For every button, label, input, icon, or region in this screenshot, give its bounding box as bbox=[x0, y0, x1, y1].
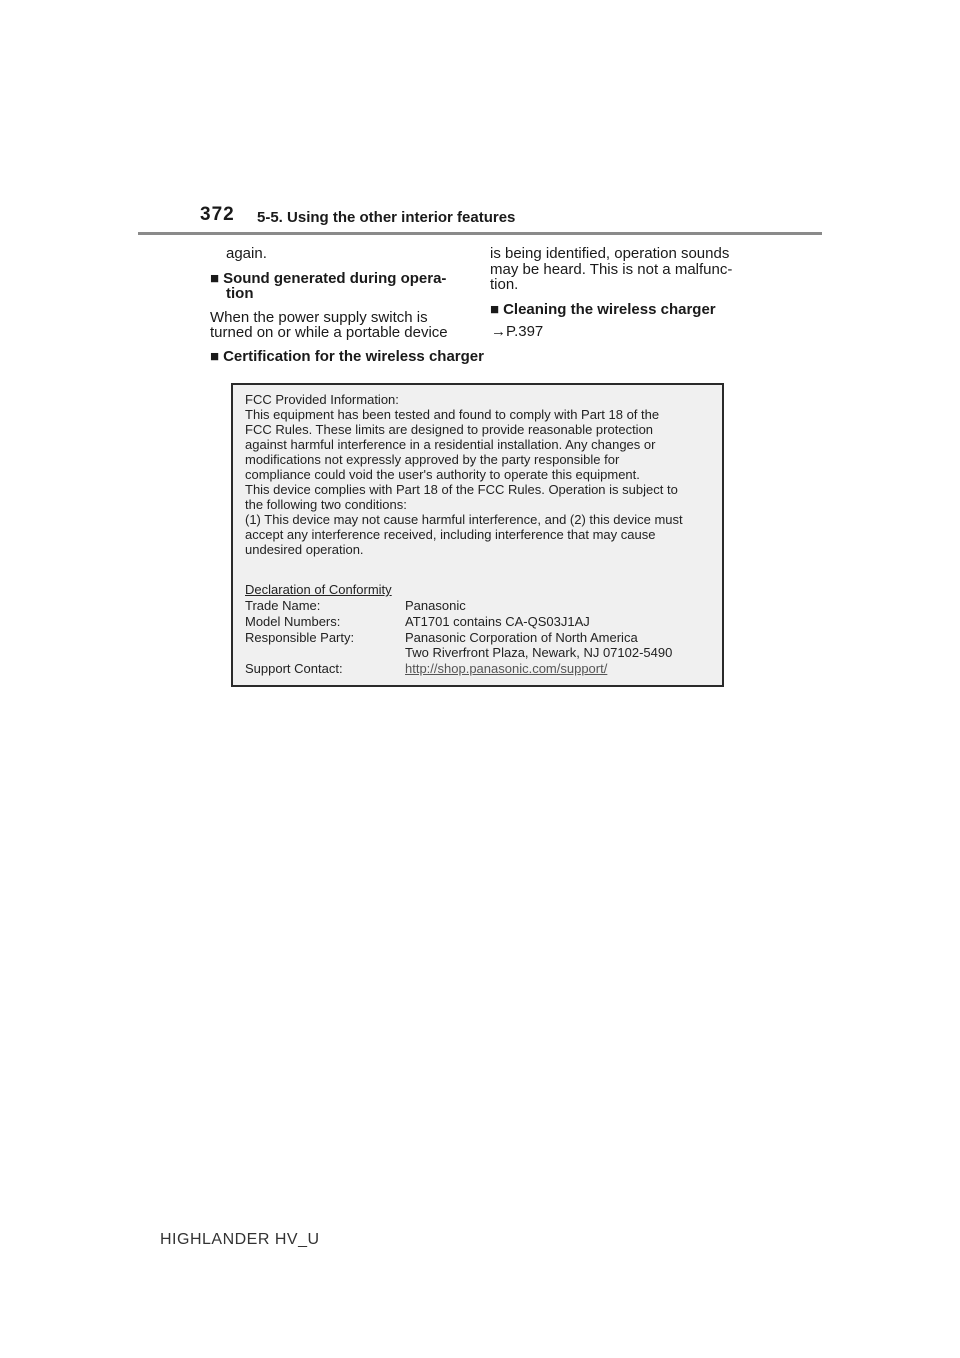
fcc-line: This device complies with Part 18 of the FCC Rules. Operation is subject to bbox=[245, 482, 678, 497]
continued-text: again. bbox=[226, 245, 267, 262]
fcc-line: against harmful interference in a residential installation. Any changes or bbox=[245, 437, 656, 452]
responsible-party-value: Panasonic Corporation of North America bbox=[405, 630, 638, 645]
model-numbers-key: Model Numbers: bbox=[245, 614, 341, 629]
sound-heading-line1: Sound generated during opera- bbox=[223, 270, 447, 287]
sound-body-line2: turned on or while a portable device bbox=[210, 324, 448, 341]
trade-name-key: Trade Name: bbox=[245, 598, 321, 613]
header-divider bbox=[138, 232, 822, 235]
cleaning-heading bbox=[490, 302, 716, 317]
declaration-title: Declaration of Conformity bbox=[245, 582, 392, 597]
fcc-line: FCC Provided Information: bbox=[245, 392, 399, 407]
support-contact-key: Support Contact: bbox=[245, 661, 343, 676]
model-numbers-value: AT1701 contains CA-QS03J1AJ bbox=[405, 614, 590, 629]
heading-marker-icon: ■ bbox=[490, 301, 500, 318]
sound-body-line3: is being identified, operation sounds bbox=[490, 245, 730, 262]
fcc-line: the following two conditions: bbox=[245, 497, 407, 512]
sound-body-line1: When the power supply switch is bbox=[210, 309, 428, 326]
footer-model-name: HIGHLANDER HV_U bbox=[160, 1231, 320, 1248]
sound-body-line5: tion. bbox=[490, 276, 519, 293]
fcc-line: This equipment has been tested and found to comply with Part 18 of the bbox=[245, 407, 660, 422]
fcc-line: accept any interference received, including interference that may cause bbox=[245, 527, 656, 542]
sound-heading bbox=[210, 271, 446, 286]
sound-body-line4: may be heard. This is not a malfunc- bbox=[490, 261, 733, 278]
fcc-line: undesired operation. bbox=[245, 542, 364, 557]
section-title: 5-5. Using the other interior features bbox=[257, 209, 516, 226]
sound-heading-line2: tion bbox=[226, 285, 254, 302]
responsible-party-address: Two Riverfront Plaza, Newark, NJ 07102-5490 bbox=[405, 645, 673, 660]
heading-marker-icon: ■ bbox=[210, 270, 220, 287]
certification-heading-text: Certification for the wireless charger bbox=[223, 348, 484, 365]
page-number: 372 bbox=[200, 204, 235, 225]
responsible-party-key: Responsible Party: bbox=[245, 630, 355, 645]
support-contact-link[interactable]: http://shop.panasonic.com/support/ bbox=[405, 661, 608, 676]
certification-heading bbox=[210, 349, 484, 364]
fcc-line: FCC Rules. These limits are designed to provide reasonable protection bbox=[245, 422, 654, 437]
trade-name-value: Panasonic bbox=[405, 598, 466, 613]
fcc-certification-label bbox=[231, 383, 724, 687]
fcc-line: compliance could void the user's authority to operate this equipment. bbox=[245, 467, 640, 482]
fcc-line: (1) This device may not cause harmful interference, and (2) this device must bbox=[245, 512, 683, 527]
fcc-line: modifications not expressly approved by the party responsible for bbox=[245, 452, 620, 467]
cleaning-heading-text: Cleaning the wireless charger bbox=[503, 301, 716, 318]
heading-marker-icon: ■ bbox=[210, 348, 220, 365]
cleaning-page-reference[interactable]: →P.397 bbox=[491, 323, 544, 340]
